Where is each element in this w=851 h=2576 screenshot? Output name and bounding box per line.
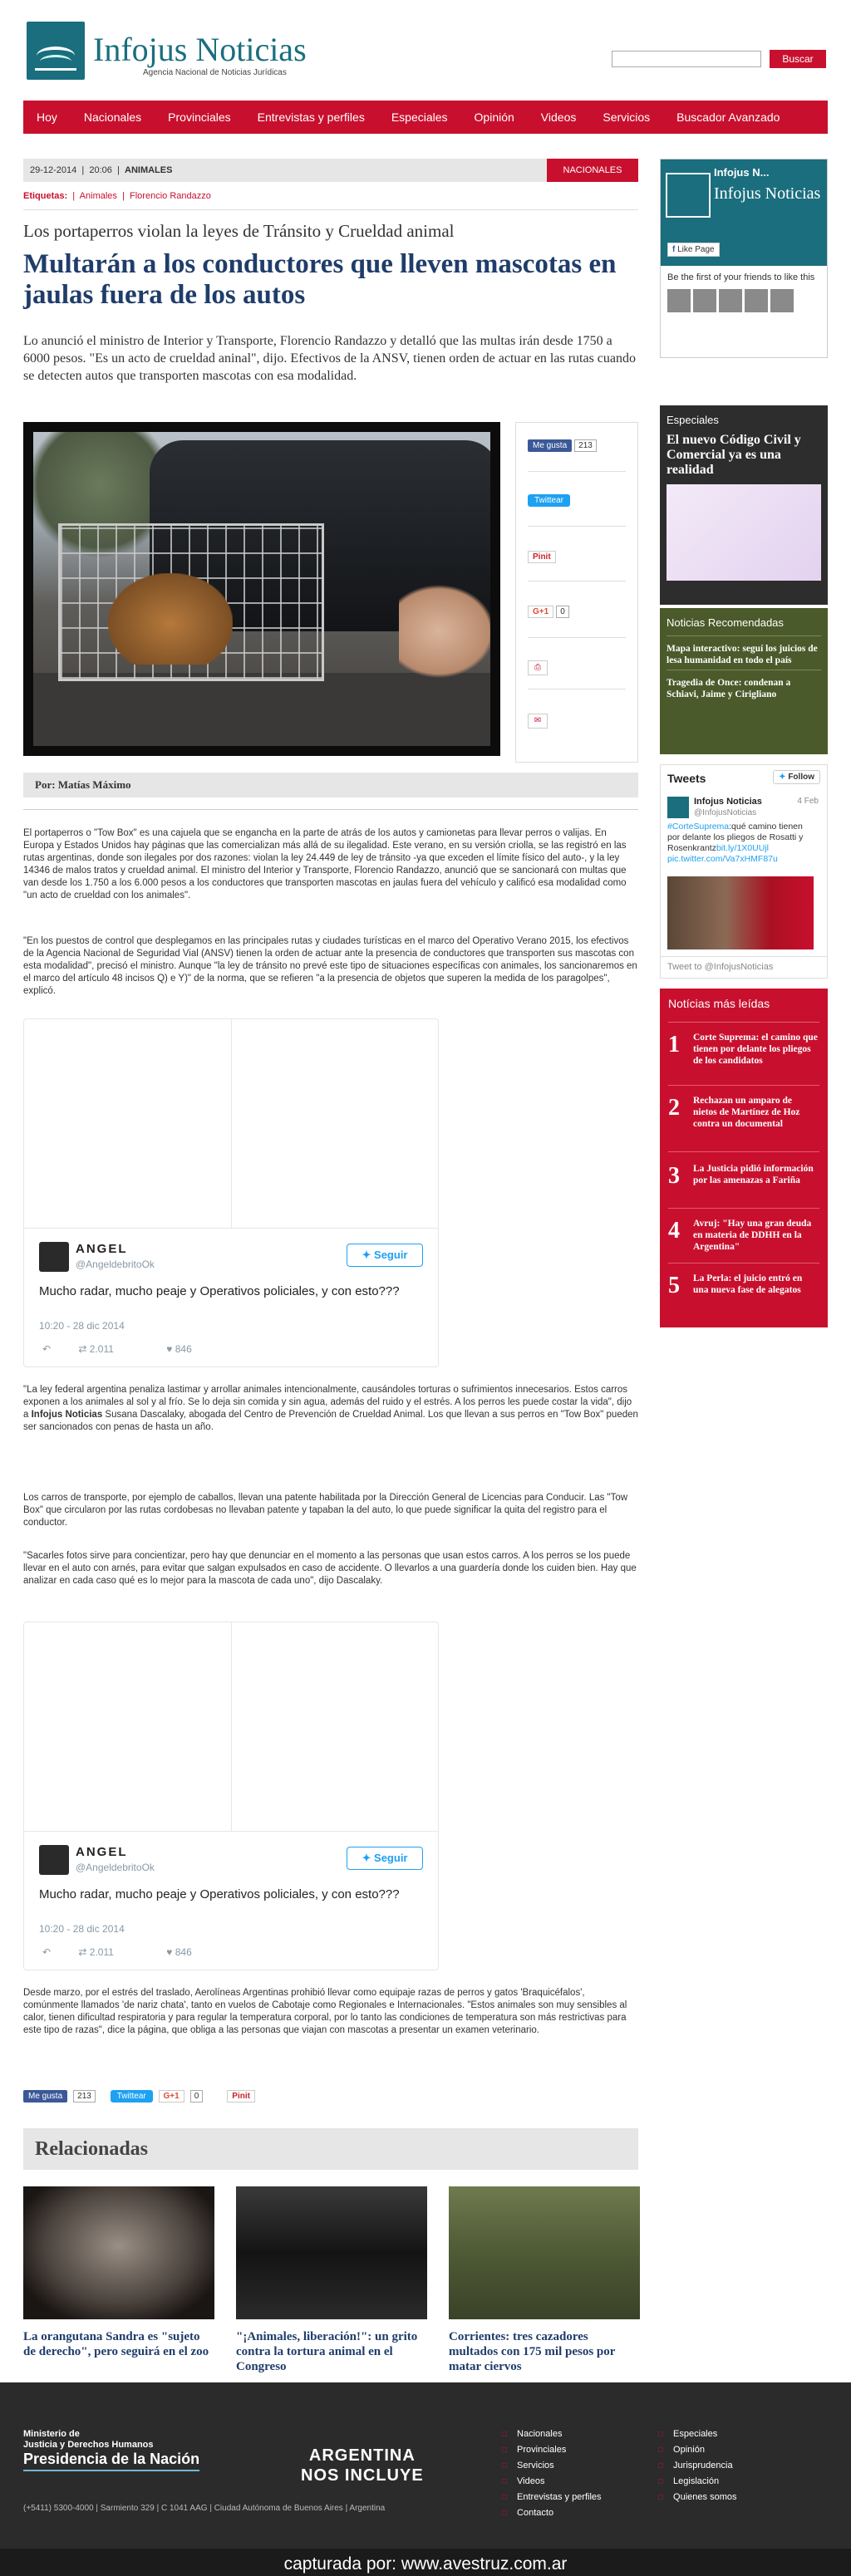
tweet-time[interactable]: 10:20 - 28 dic 2014 — [39, 1923, 125, 1935]
footer-link[interactable]: □ Entrevistas y perfiles — [502, 2492, 602, 2502]
divider — [23, 209, 638, 210]
footer-link[interactable]: □ Especiales — [658, 2429, 736, 2439]
tag-link[interactable]: Animales — [79, 191, 117, 201]
facebook-cover[interactable] — [661, 159, 827, 266]
tweet-media[interactable] — [667, 876, 814, 949]
related-title[interactable]: La orangutana Sandra es "sujeto de derecho", pero seguirá en el zoo — [23, 2330, 209, 2358]
capture-credit: capturada por: www.avestruz.com.ar — [283, 2554, 568, 2574]
reply-icon[interactable]: ↶ — [42, 1343, 52, 1355]
article-paragraph: "La ley federal argentina penaliza lastimar y arrollar animales intencionalmente, causándoles torturas o sufrimientos innecesarios. Estos carros exponen a los animales al sol y al frío. Se lo deja sin comida y sin agua, además del ruido y el estrés. A los perros les puede costar la vida", dijo a Infojus Noticias Susana Dascalaky, abogada del Centro de Prevención de Crueldad Animal. Los que llevan a sus perros en "Tow Box" pueden ser sancionados con penas de hasta un año. — [23, 1385, 638, 1432]
footer-link[interactable]: □ Servicios — [502, 2461, 602, 2471]
bird-icon: ✦ — [362, 1852, 371, 1864]
search-button[interactable]: Buscar — [770, 50, 826, 68]
footer-address: (+5411) 5300-4000 | Sarmiento 329 | C 1041 AAG | Ciudad Autónoma de Buenos Aires | Argentina — [23, 2504, 386, 2513]
email-icon[interactable]: ✉ — [528, 714, 548, 729]
pinterest-button[interactable]: Pinit — [227, 2090, 255, 2103]
related-item[interactable] — [23, 2186, 214, 2359]
follow-label: Seguir — [374, 1249, 408, 1261]
facebook-count: 213 — [574, 439, 597, 452]
gplus-button[interactable]: G+1 — [159, 2090, 184, 2103]
avatar[interactable] — [667, 797, 689, 818]
share-row — [23, 2090, 258, 2103]
follow-button[interactable] — [347, 1847, 423, 1870]
related-title[interactable]: Corrientes: tres cazadores multados con 175 mil pesos por matar ciervos — [449, 2330, 616, 2373]
tags-row: Etiquetas: | Animales | Florencio Randazzo — [23, 191, 211, 201]
article-paragraph: "Sacarles fotos sirve para concientizar, pero hay que denunciar en el momento a las personas que usan estos carros. A los perros se los puede llevar en el auto con arnés, para evitar que salgan expulsados en caso de accidente. O llevarlos a una guardería donde los cuiden bien. Hay que analizar en cada caso qué es lo mejor para la mascota de cada uno", dijo Dascalaky. — [23, 1551, 637, 1586]
follow-label: Seguir — [374, 1852, 408, 1864]
recomendada-link[interactable]: Tragedia de Once: condenan a Schiavi, Jaime y Cirigliano — [667, 678, 791, 699]
search-input[interactable] — [612, 51, 761, 67]
retweet-icon[interactable]: ⇄ 2.011 — [78, 1946, 114, 1958]
slogan-logo[interactable]: ARGENTINA NOS INCLUYE — [301, 2446, 424, 2485]
nav-entrevistas[interactable]: Entrevistas y perfiles — [257, 110, 365, 124]
presidency-logo[interactable]: Presidencia de la Nación — [23, 2451, 199, 2471]
article-paragraph: Los carros de transporte, por ejemplo de caballos, llevan una patente habilitada por la Dirección General de Licencias para Conducir. Las "Tow Box" que circularon por las rutas cordobesas no llevaban patente y tapaban la del auto, lo que puede significar la quita del registro para el conductor. — [23, 1493, 628, 1528]
facebook-count: 213 — [73, 2090, 96, 2103]
facebook-like-button[interactable]: Me gusta — [23, 2090, 67, 2103]
nav-especiales[interactable]: Especiales — [391, 110, 448, 124]
gplus-count: 0 — [190, 2090, 204, 2103]
fb-page-name[interactable]: Infojus N... — [714, 166, 770, 179]
tag-link[interactable]: Florencio Randazzo — [130, 191, 211, 201]
tweet-media[interactable] — [24, 1622, 438, 1832]
most-read-heading: Notícias más leídas — [668, 997, 770, 1010]
tags-label: Etiquetas: — [23, 191, 68, 201]
twitter-share-button[interactable]: Twittear — [528, 494, 570, 507]
avatar[interactable] — [39, 1242, 69, 1272]
nav-buscador-avanzado[interactable]: Buscador Avanzado — [676, 110, 780, 124]
article-date: 29-12-2014 — [30, 165, 77, 175]
fb-like-page-button[interactable]: f Like Page — [667, 243, 720, 257]
retweet-count: 2.011 — [89, 1946, 114, 1958]
most-read-box: Notícias más leídas 1 Corte Suprema: el camino que tienen por delante los pliegos de los candidatos 2 Rechazan un amparo de nietos de Martínez de Hoz contra un documental 3 La Justicia pidió información por las amenazas a Fariña 4 Avruj: "Hay una gran deuda en materia de DDHH en la Argentina" 5 La Perla: el juicio entró en una nueva fase de alegatos — [660, 989, 828, 1327]
nav-nacionales[interactable]: Nacionales — [83, 110, 142, 124]
tweet-text: Mucho radar, mucho peaje y Operativos policiales, y con esto??? — [39, 1284, 400, 1298]
related-heading: Relacionadas — [23, 2128, 638, 2170]
logo-icon[interactable] — [27, 22, 85, 80]
gplus-button[interactable]: G+1 — [528, 606, 553, 618]
especiales-illustration[interactable] — [667, 484, 821, 581]
tweet-author-name[interactable]: Infojus Noticias — [694, 797, 762, 807]
especiales-box[interactable] — [660, 405, 828, 605]
brand-infojus: Infojus — [93, 31, 188, 68]
section-tag[interactable]: NACIONALES — [547, 159, 638, 182]
tweet-to-input[interactable]: Tweet to @InfojusNoticias — [661, 956, 827, 978]
tweet-author-handle[interactable]: @InfojusNoticias — [694, 808, 757, 817]
follow-button[interactable] — [347, 1244, 423, 1267]
footer-link[interactable]: □ Videos — [502, 2476, 602, 2486]
footer-link[interactable]: □ Contacto — [502, 2508, 602, 2518]
logo-icon — [666, 173, 711, 218]
like-icon[interactable]: ♥ 846 — [166, 1946, 192, 1958]
nav-servicios[interactable]: Servicios — [603, 110, 651, 124]
site-footer — [0, 2382, 851, 2576]
bird-icon: ✦ — [779, 773, 786, 782]
footer-link[interactable]: □ Provinciales — [502, 2445, 602, 2455]
nav-hoy[interactable]: Hoy — [37, 110, 57, 124]
related-image[interactable] — [23, 2186, 214, 2319]
article-lead: Lo anunció el ministro de Interior y Transporte, Florencio Randazzo y detalló que las multas irán desde 1750 a 6000 pesos. "Es un acto de crueldad aninal", dijo. Efectivos de la ANSV, tienen orden de actuar en las rutas cuando se detecten autos que transporten mascotas con esa modalidad. — [23, 334, 636, 383]
hashtag-link[interactable]: #CorteSuprema — [667, 822, 730, 832]
tweet-date[interactable]: 4 Feb — [797, 797, 819, 806]
pinterest-button[interactable]: Pinit — [528, 551, 556, 563]
footer-link[interactable]: □ Jurisprudencia — [658, 2461, 736, 2471]
recomendada-link[interactable]: Mapa interactivo: seguí los juicios de lesa humanidad en todo el país — [667, 644, 818, 665]
like-icon[interactable]: ♥ 846 — [166, 1343, 192, 1355]
article-title: Multarán a los conductores que lleven mascotas en jaulas fuera de los autos — [23, 249, 617, 310]
footer-links-col1 — [502, 2429, 602, 2524]
nav-videos[interactable]: Videos — [540, 110, 577, 124]
facebook-icon: f — [672, 245, 676, 254]
nav-opinion[interactable]: Opinión — [474, 110, 514, 124]
article-paragraph: Desde marzo, por el estrés del traslado, Aerolíneas Argentinas prohibió llevar como equipaje razas de perros y gatos 'Braquicéfalos', comúnmente llamados 'de nariz chata', tanto en vuelos de Cabotaje como Regionales e Internacionales. "Estos animales son muy sensibles al calor, tienen dificultad respiratoria y para regular la temperatura corporal, por lo tanto las condiciones de temperatura son más restrictivas para este tipo de razas", dice la página, que obliga a las personas que viajan con mascotas a presentar un examen veterinario. — [23, 1988, 627, 2035]
article-paragraph: "En los puestos de control que desplegamos en las principales rutas y ciudades turísticas en el marco del Operativo Verano 2015, los efectivos de la Agencia Nacional de Seguridad Vial (ANSV) tienen la orden de actuar ante la presencia de conductores que transporten sus mascotas con esta modalidad", precisó el ministro. Aunque "la ley de tránsito no prevé este tipo de situaciones específicas con animales, los sancionaremos en el marco del artículo 48 incisos Q) e Y)" de la norma, que se refieren "a la presencia de objetos que superen la medida de los paragolpes", explicó. — [23, 936, 637, 996]
article-time: 20:06 — [89, 165, 112, 175]
related-image[interactable] — [236, 2186, 427, 2319]
article-photo[interactable] — [23, 422, 500, 756]
article-paragraph: El portaperros o "Tow Box" es una cajuela que se engancha en la parte de atrás de los autos y camionetas para llevar perros o valijas. En Europa y Estados Unidos hay páginas que las comercializan más allá de su ilegalidad. Este verano, en su versión criolla, se las registró en las rutas argentinas, donde son ilegales por dos razones: violan la ley 24.449 de ley de tránsito -ya que exceden el límite físico del auto-, y la ley 14346 de malos tratos y crueldad animal. El ministro del Interior y Transporte, Florencio Randazzo, anunció que se sancionará con multas que van desde los 1.750 a los 6.000 pesos a los conductores que transporten mascotas en jaulas fuera del vehículo y calificó esa modalidad como "un acto de crueldad con los animales". — [23, 828, 627, 900]
tweet-actions — [42, 1343, 242, 1355]
especiales-title[interactable]: El nuevo Código Civil y Comercial ya es una realidad — [667, 433, 801, 477]
footer-link[interactable]: □ Quienes somos — [658, 2492, 736, 2502]
ministry-logo[interactable]: Ministerio de Justicia y Derechos Humanos — [23, 2429, 154, 2450]
retweet-count: 2.011 — [89, 1343, 114, 1355]
related-item[interactable] — [449, 2186, 640, 2374]
share-panel — [515, 422, 638, 763]
article-author: Por: Matías Máximo — [23, 773, 638, 797]
article-kicker: Los portaperros violan la leyes de Tránsito y Crueldad animal — [23, 221, 455, 241]
tagline: Agencia Nacional de Noticias Jurídicas — [143, 68, 287, 77]
footer-link[interactable]: □ Legislación — [658, 2476, 736, 2486]
retweet-icon[interactable]: ⇄ 2.011 — [78, 1343, 114, 1355]
tweet-media[interactable] — [24, 1019, 438, 1229]
tweet-text: #CorteSuprema:qué camino tienen por delante los pliegos de Rosatti y Rosenkrantzbit.ly/1X0UUjl pic.twitter.com/Va7xHMF87u — [667, 822, 804, 864]
gplus-count: 0 — [556, 606, 569, 618]
article-section[interactable]: ANIMALES — [125, 165, 173, 175]
site-brand[interactable] — [93, 30, 307, 69]
fb-social-text: Be the first of your friends to like this — [667, 272, 815, 282]
footer-link[interactable]: □ Opinión — [658, 2445, 736, 2455]
reply-icon[interactable]: ↶ — [42, 1946, 52, 1958]
tweet-author-handle[interactable]: @AngeldebritoOk — [76, 1862, 155, 1873]
embedded-tweet — [23, 1622, 439, 1970]
divider — [23, 809, 638, 810]
fb-cover-brand: Infojus Noticias — [714, 184, 821, 203]
twitter-share-button[interactable]: Twittear — [111, 2090, 153, 2103]
recomendadas-box — [660, 608, 828, 754]
footer-link[interactable]: □ Nacionales — [502, 2429, 602, 2439]
tweet-text: Mucho radar, mucho peaje y Operativos policiales, y con esto??? — [39, 1887, 400, 1901]
related-image[interactable] — [449, 2186, 640, 2319]
fb-faces — [661, 289, 827, 312]
tweet-author-handle[interactable]: @AngeldebritoOk — [76, 1259, 155, 1270]
main-nav — [23, 101, 828, 134]
tweet-author-name[interactable]: ANGEL — [76, 1242, 128, 1256]
like-count: 846 — [175, 1946, 192, 1958]
like-count: 846 — [175, 1343, 192, 1355]
nav-provinciales[interactable]: Provinciales — [168, 110, 231, 124]
facebook-like-button[interactable]: Me gusta — [528, 439, 572, 452]
tweet-actions — [42, 1946, 242, 1958]
tweet-time[interactable]: 10:20 - 28 dic 2014 — [39, 1320, 125, 1332]
related-title[interactable]: "¡Animales, liberación!": un grito contra la tortura animal en el Congreso — [236, 2330, 418, 2373]
avatar[interactable] — [39, 1845, 69, 1875]
especiales-heading: Especiales — [667, 414, 719, 426]
footer-links-col2 — [658, 2429, 736, 2508]
facebook-page-widget — [660, 159, 828, 358]
tweets-heading: Tweets — [667, 772, 706, 785]
related-item[interactable] — [236, 2186, 427, 2374]
recomendadas-heading: Noticias Recomendadas — [667, 616, 784, 629]
tweet-author-name[interactable]: ANGEL — [76, 1845, 128, 1859]
twitter-follow-button[interactable]: ✦ Follow — [773, 770, 820, 784]
tweet-link[interactable]: pic.twitter.com/Va7xHMF87u — [667, 854, 778, 864]
tweet-link[interactable]: bit.ly/1X0UUjl — [716, 843, 769, 853]
print-icon[interactable]: ⎙ — [528, 660, 548, 675]
article-meta: 29-12-2014 | 20:06 | ANIMALES NACIONALES — [23, 159, 638, 182]
embedded-tweet — [23, 1018, 439, 1367]
bird-icon: ✦ — [362, 1249, 371, 1261]
twitter-timeline-widget — [660, 764, 828, 979]
brand-noticias: Noticias — [195, 31, 307, 68]
